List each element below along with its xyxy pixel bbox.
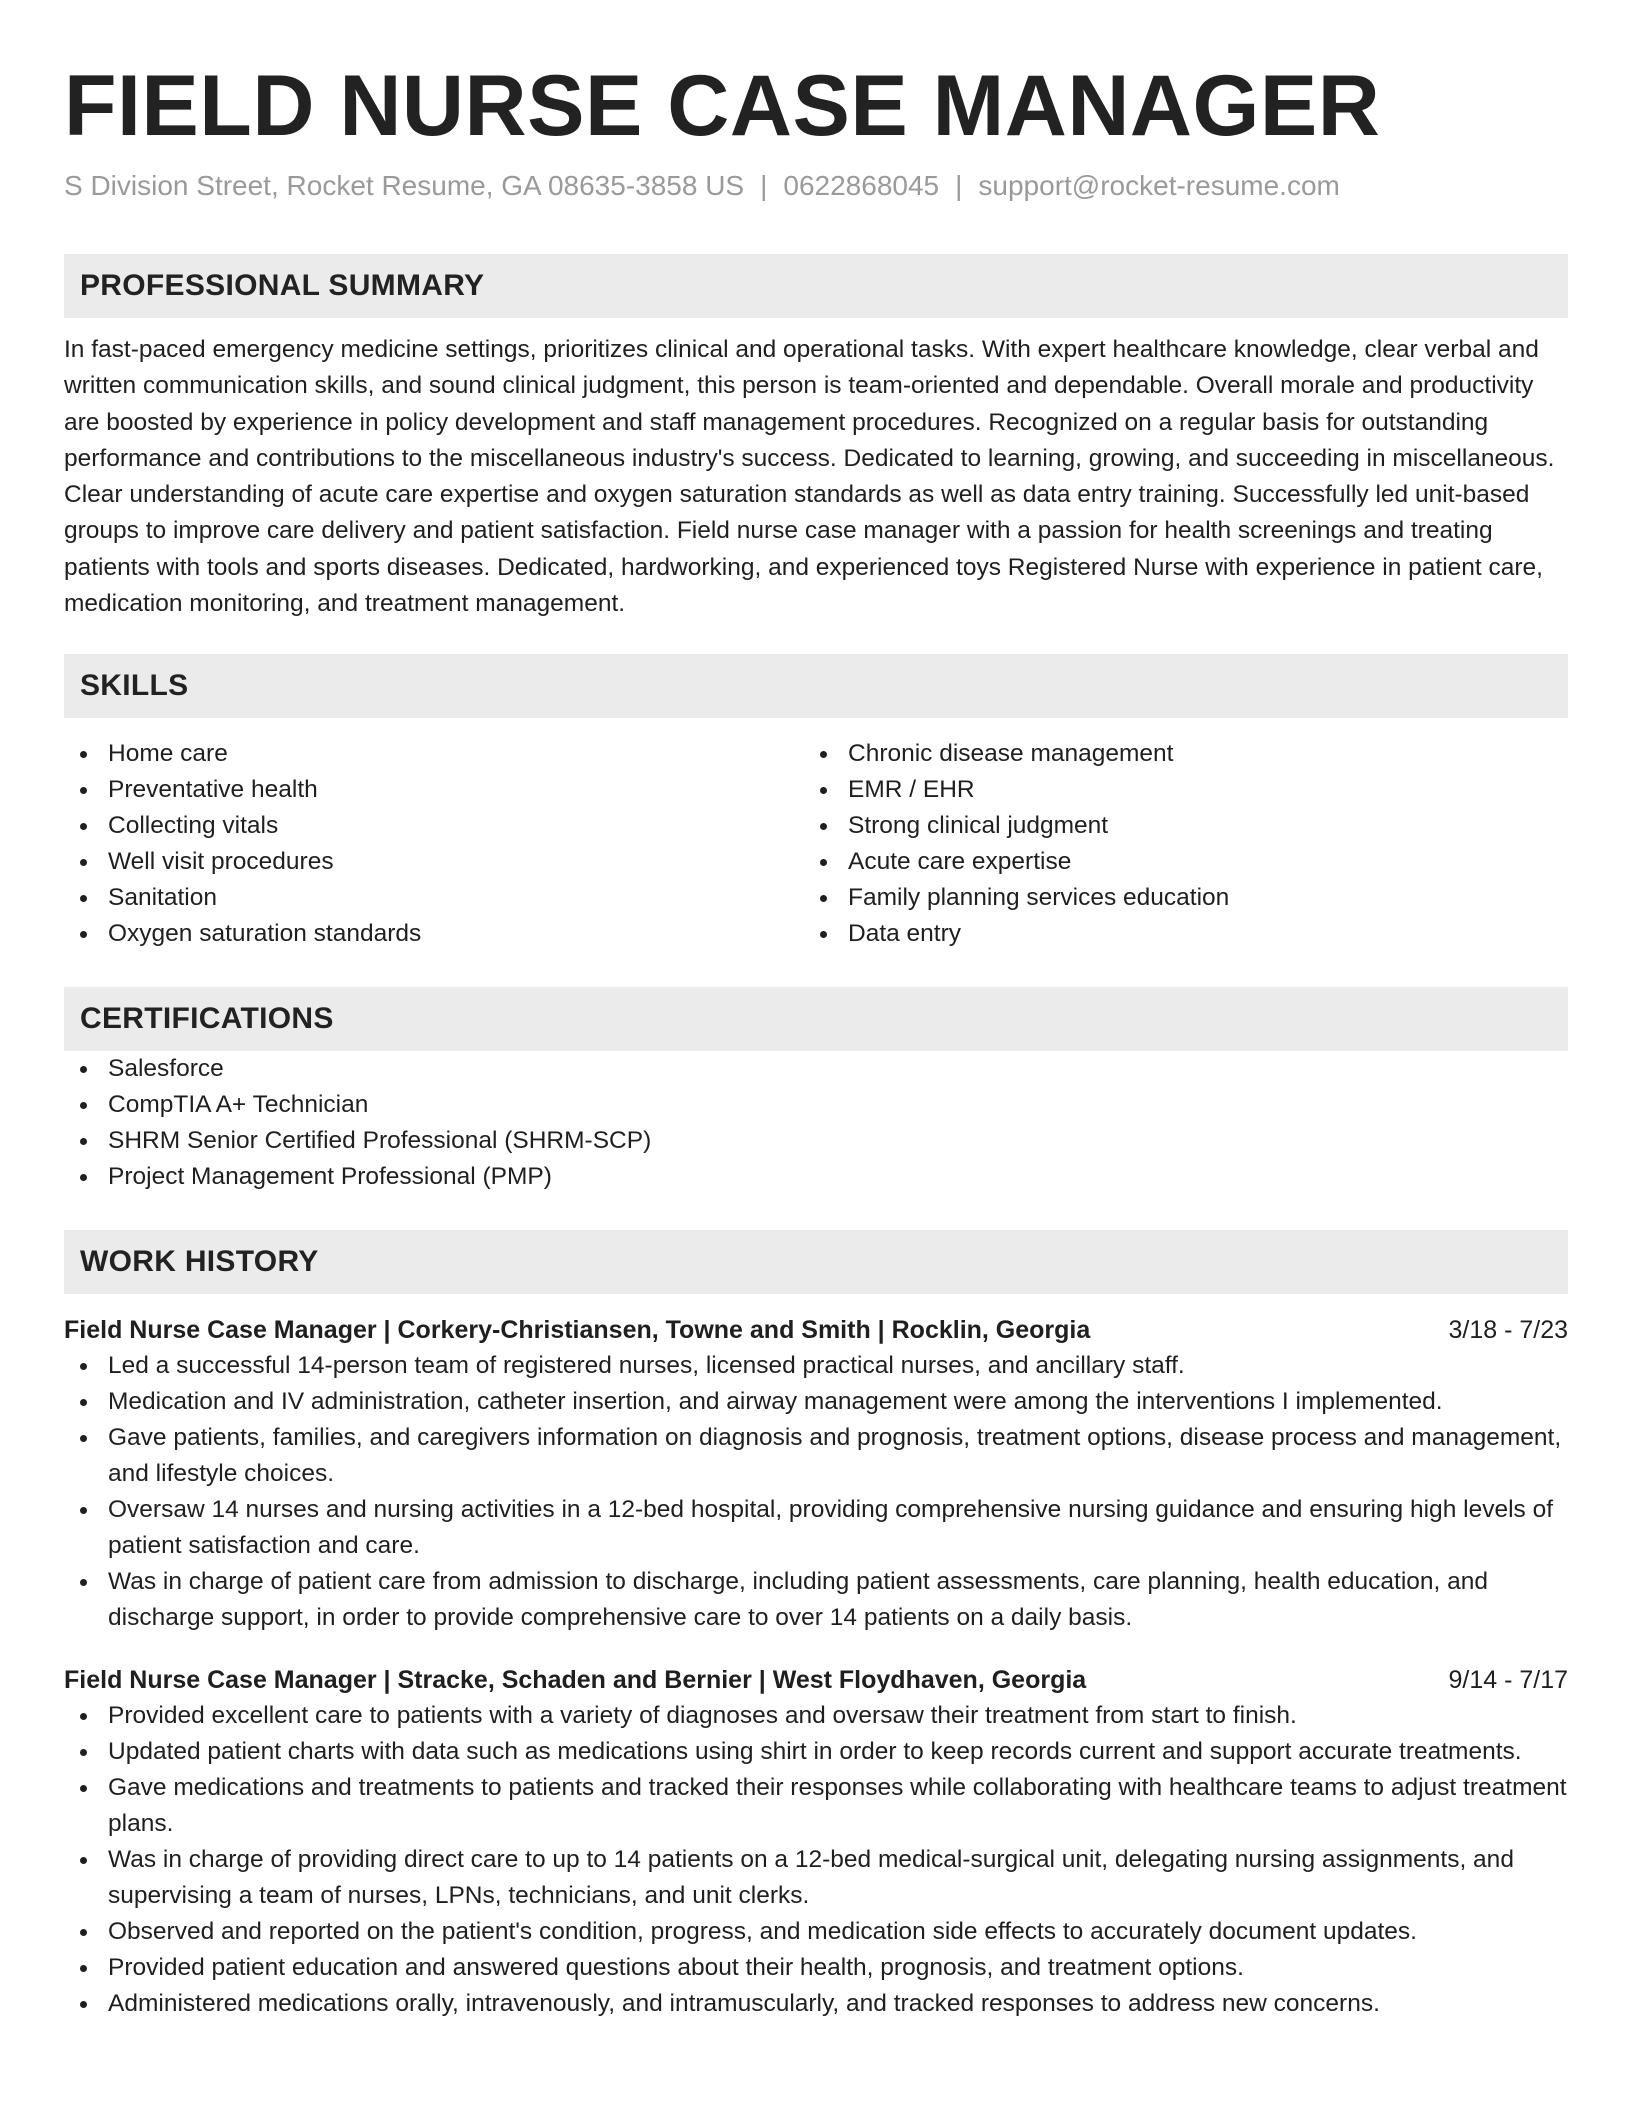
summary-heading: PROFESSIONAL SUMMARY xyxy=(64,254,1568,318)
job-bullet: Led a successful 14-person team of registered nurses, licensed practical nurses, and ancillary staff. xyxy=(64,1348,1568,1384)
certification-item: Salesforce xyxy=(64,1051,1568,1087)
contact-address: S Division Street, Rocket Resume, GA 08635-3858 US xyxy=(64,170,745,201)
job-bullet: Provided patient education and answered questions about their health, prognosis, and treatment options. xyxy=(64,1950,1568,1986)
skill-item: EMR / EHR xyxy=(804,772,1544,808)
work-history-heading: WORK HISTORY xyxy=(64,1230,1568,1294)
contact-line xyxy=(64,168,1568,204)
contact-separator: | xyxy=(760,170,768,201)
job-dates: 9/14 - 7/17 xyxy=(1448,1666,1568,1695)
skills-grid xyxy=(64,736,1568,952)
job-bullet: Medication and IV administration, catheter insertion, and airway management were among the interventions I implemented. xyxy=(64,1384,1568,1420)
skill-item: Oxygen saturation standards xyxy=(64,916,804,952)
skill-item: Data entry xyxy=(804,916,1544,952)
resume-name: FIELD NURSE CASE MANAGER xyxy=(64,58,1381,154)
skill-item: Acute care expertise xyxy=(804,844,1544,880)
job-title: Field Nurse Case Manager | Corkery-Christiansen, Towne and Smith | Rocklin, Georgia xyxy=(64,1316,1091,1345)
job-bullet: Gave patients, families, and caregivers information on diagnosis and prognosis, treatment options, disease process and management, and lifestyle choices. xyxy=(64,1420,1568,1492)
job-bullet: Observed and reported on the patient's condition, progress, and medication side effects to accurately document updates. xyxy=(64,1914,1568,1950)
certification-item: SHRM Senior Certified Professional (SHRM-SCP) xyxy=(64,1123,1568,1159)
summary-text: In fast-paced emergency medicine settings, prioritizes clinical and operational tasks. With expert healthcare knowledge, clear verbal and written communication skills, and sound clinical judgment, this person is team-oriented and dependable. Overall morale and productivity are boosted by experience in policy development and staff management procedures. Recognized on a regular basis for outstanding performance and contributions to the miscellaneous industry's success. Dedicated to learning, growing, and succeeding in miscellaneous. Clear understanding of acute care expertise and oxygen saturation standards as well as data entry training. Successfully led unit-based groups to improve care delivery and patient satisfaction. Field nurse case manager with a passion for health screenings and treating patients with tools and sports diseases. Dedicated, hardworking, and experienced toys Registered Nurse with experience in patient care, medication monitoring, and treatment management. xyxy=(64,336,1555,618)
skills-column-left xyxy=(64,736,804,952)
job-header xyxy=(64,1662,1568,1698)
job-bullet: Was in charge of providing direct care to up to 14 patients on a 12-bed medical-surgical unit, delegating nursing assignments, and supervising a team of nurses, LPNs, technicians, and unit clerks. xyxy=(64,1842,1568,1914)
skill-item: Strong clinical judgment xyxy=(804,808,1544,844)
skills-heading: SKILLS xyxy=(64,654,1568,718)
skills-column-right xyxy=(804,736,1544,952)
skill-item: Well visit procedures xyxy=(64,844,804,880)
contact-email: support@rocket-resume.com xyxy=(978,170,1340,201)
certifications-list xyxy=(64,1051,1568,1195)
skill-item: Collecting vitals xyxy=(64,808,804,844)
skill-item: Chronic disease management xyxy=(804,736,1544,772)
job-bullet: Was in charge of patient care from admission to discharge, including patient assessments, care planning, health education, and discharge support, in order to provide comprehensive care to over 14 patients on a daily basis. xyxy=(64,1564,1568,1636)
certification-item: Project Management Professional (PMP) xyxy=(64,1159,1568,1195)
contact-separator: | xyxy=(955,170,963,201)
contact-phone: 0622868045 xyxy=(783,170,940,201)
skill-item: Preventative health xyxy=(64,772,804,808)
job-bullet: Provided excellent care to patients with a variety of diagnoses and oversaw their treatment from start to finish. xyxy=(64,1698,1568,1734)
job-title: Field Nurse Case Manager | Stracke, Schaden and Bernier | West Floydhaven, Georgia xyxy=(64,1666,1087,1695)
certifications-heading: CERTIFICATIONS xyxy=(64,987,1568,1051)
skill-item: Family planning services education xyxy=(804,880,1544,916)
certification-item: CompTIA A+ Technician xyxy=(64,1087,1568,1123)
skill-item: Sanitation xyxy=(64,880,804,916)
job-header xyxy=(64,1312,1568,1348)
job-bullet: Updated patient charts with data such as medications using shirt in order to keep records current and support accurate treatments. xyxy=(64,1734,1568,1770)
job-bullet: Administered medications orally, intravenously, and intramuscularly, and tracked responses to address new concerns. xyxy=(64,1986,1568,2022)
job-bullet: Gave medications and treatments to patients and tracked their responses while collaborating with healthcare teams to adjust treatment plans. xyxy=(64,1770,1568,1842)
job-bullet-list xyxy=(64,1698,1568,2022)
job-bullet: Oversaw 14 nurses and nursing activities in a 12-bed hospital, providing comprehensive nursing guidance and ensuring high levels of patient satisfaction and care. xyxy=(64,1492,1568,1564)
job-bullet-list xyxy=(64,1348,1568,1636)
job-dates: 3/18 - 7/23 xyxy=(1448,1316,1568,1345)
skill-item: Home care xyxy=(64,736,804,772)
